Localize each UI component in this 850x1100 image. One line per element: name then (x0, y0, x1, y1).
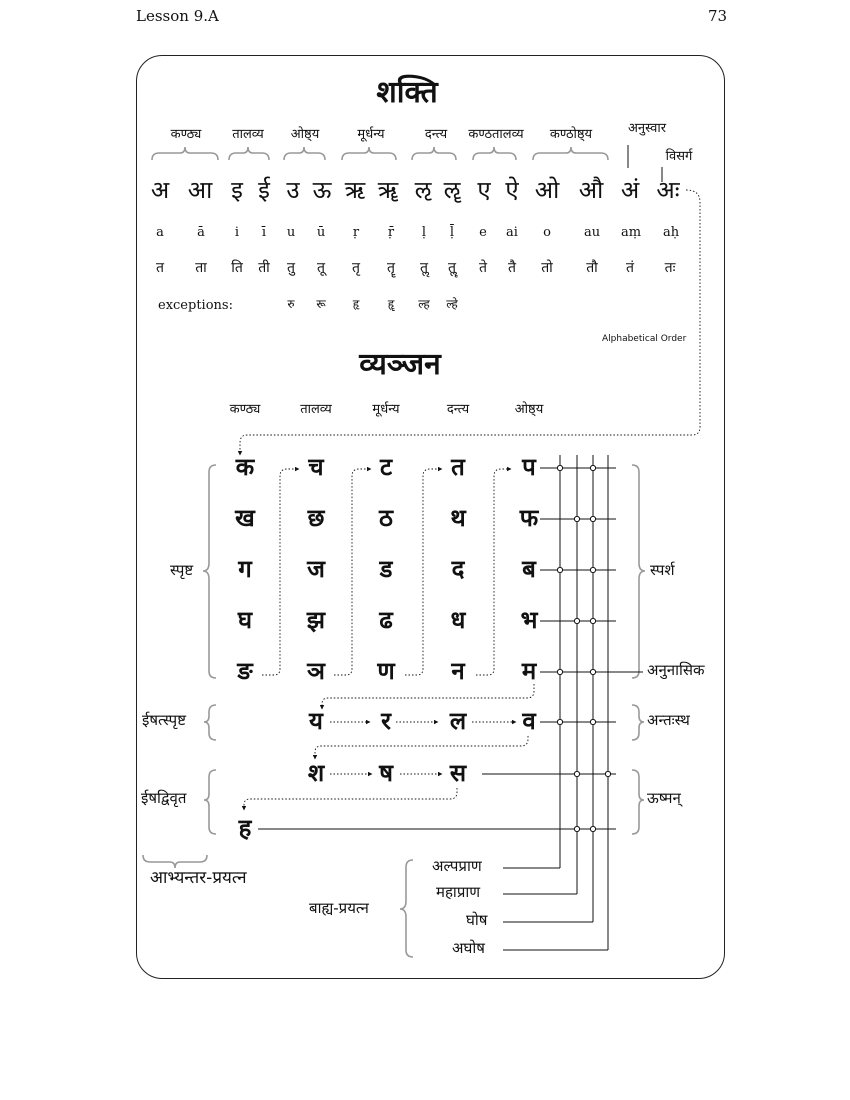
vowel-sign-example: त (156, 260, 164, 276)
consonant-column-label: दन्त्य (446, 402, 470, 417)
consonant: ञ (307, 657, 325, 685)
consonant: झ (306, 606, 326, 634)
vowel-letter: इ (231, 176, 243, 204)
vowel-letter: ऌ (414, 176, 432, 204)
sprshta-label: स्पृष्ट (170, 561, 194, 579)
external-effort-item: महाप्राण (436, 883, 481, 901)
vowel-group-label: तालव्य (232, 127, 264, 142)
vowel-sign-example: तै (508, 260, 516, 276)
vowel-letter: ऋ (344, 176, 366, 204)
vowel-letter: अं (620, 176, 640, 204)
vowel-latin: ḹ (449, 225, 455, 240)
exception-example: हृ (352, 297, 360, 311)
consonant: ध (450, 606, 466, 634)
vowel-latin: i (234, 225, 240, 240)
consonant: ब (522, 555, 536, 583)
internal-effort-label: आभ्यन्तर-प्रयत्न (150, 868, 247, 888)
consonant: भ (520, 606, 538, 634)
sparsha-label: स्पर्श (650, 561, 675, 579)
consonant: ण (377, 657, 395, 685)
consonant: ठ (379, 504, 393, 532)
vowel-latin: aḥ (662, 225, 680, 240)
consonant: द (451, 555, 465, 583)
vowel-letter: ऊ (312, 176, 332, 204)
consonant: ल (449, 707, 467, 735)
vowel-latin: ai (506, 225, 518, 240)
page-number: 73 (708, 7, 728, 25)
visarga-label: विसर्ग (665, 149, 693, 164)
external-effort-item: घोष (466, 911, 488, 929)
consonant: र (381, 707, 391, 735)
consonant: ढ (379, 606, 393, 634)
vowel-latin: a (156, 225, 164, 240)
vowel-latin: ā (197, 225, 205, 240)
consonant: श (307, 759, 325, 787)
vowel-letter: ॠ (377, 176, 399, 204)
external-effort-label: बाह्य-प्रयत्न (309, 899, 369, 917)
vowel-latin: ṛ (352, 225, 360, 240)
antahstha-label: अन्तःस्थ (647, 711, 690, 729)
consonant: ख (235, 504, 255, 532)
exception-example: ल्हे (446, 297, 458, 311)
consonant: स (449, 759, 467, 787)
vowel-latin: aṃ (620, 225, 642, 240)
anunasika-label: अनुनासिक (647, 661, 705, 679)
vowel-letter: ऐ (505, 176, 519, 204)
vowel-sign-example: तॢ (420, 260, 428, 276)
vowel-letter: ओ (534, 176, 560, 204)
vowel-latin: ī (261, 225, 267, 240)
consonant: घ (237, 606, 253, 634)
exception-example: ल्ह (418, 297, 430, 311)
vowel-letter: आ (187, 176, 213, 204)
external-effort-item: अल्पप्राण (432, 857, 482, 875)
vowel-sign-example: ति (231, 260, 243, 276)
vowel-latin: o (543, 225, 551, 240)
consonants-title: व्यञ्जन (359, 347, 441, 382)
consonant: च (308, 453, 324, 481)
vowel-latin: ḷ (421, 225, 427, 240)
vowel-group-label: दन्त्य (424, 127, 448, 142)
vowel-latin: u (286, 225, 296, 240)
vowel-latin: au (583, 225, 601, 240)
vowel-sign-example: तं (626, 260, 634, 276)
consonant: ग (238, 555, 252, 583)
vowel-group-label: कण्ठ्य (170, 127, 202, 142)
vowel-latin: ṝ (387, 225, 395, 240)
vowels-title: शक्ति (376, 75, 438, 110)
consonant-column-label: तालव्य (300, 402, 332, 417)
consonant: क (235, 453, 255, 481)
vowel-sign-example: तॣ (448, 260, 456, 276)
consonant-column-label: ओष्ठ्य (514, 402, 544, 417)
ushman-label: ऊष्मन् (647, 789, 681, 807)
vowel-latin: e (479, 225, 487, 240)
consonant: म (521, 657, 537, 685)
consonant-column-label: कण्ठ्य (229, 402, 261, 417)
consonant: य (309, 707, 323, 735)
vowel-group-label: कण्ठोष्ठ्य (549, 127, 593, 142)
exception-example: रु (287, 297, 295, 311)
consonant: ज (307, 555, 325, 583)
external-effort-item: अघोष (452, 939, 485, 957)
consonant: त (451, 453, 465, 481)
exception-example: रू (316, 297, 326, 311)
alphabetical-order-label: Alphabetical Order (602, 334, 687, 344)
vowel-group-label: मूर्धन्य (357, 127, 385, 142)
vowel-latin: ū (316, 225, 326, 240)
exception-example: हॄ (387, 297, 395, 311)
vowel-sign-example: तः (664, 260, 676, 276)
vowel-sign-example: तु (287, 260, 295, 276)
vowel-letter: अ (150, 176, 170, 204)
vowel-letter: औ (578, 176, 604, 204)
vowel-sign-example: तृ (352, 260, 360, 276)
ishad-vivrta-label: ईषद्विवृत (141, 789, 187, 807)
consonant: छ (307, 504, 325, 532)
consonant: ङ (237, 657, 253, 685)
vowel-sign-example: ता (195, 260, 207, 276)
vowel-sign-example: तॄ (387, 260, 395, 276)
vowel-sign-example: तू (317, 260, 325, 276)
vowel-sign-example: ते (479, 260, 487, 276)
vowel-letter: अः (656, 176, 680, 204)
vowel-group-label: कण्ठतालव्य (468, 127, 524, 142)
ishat-sprshta-label: ईषत्स्पृष्ट (142, 711, 186, 729)
anusvara-label: अनुस्वार (627, 121, 667, 136)
consonant-column-label: मूर्धन्य (372, 402, 400, 417)
lesson-title: Lesson 9.A (136, 7, 219, 25)
consonant: ट (379, 453, 393, 481)
consonant: ह (238, 814, 252, 842)
vowel-letter: ए (477, 176, 491, 204)
consonant: न (451, 657, 465, 685)
consonant: थ (450, 504, 466, 532)
exceptions-label: exceptions: (158, 298, 233, 313)
vowel-sign-example: तौ (586, 260, 598, 276)
vowel-letter: ॡ (443, 176, 461, 204)
vowel-letter: ई (258, 176, 270, 204)
vowel-sign-example: तो (541, 260, 553, 276)
vowel-letter: उ (286, 176, 300, 204)
consonant: व (522, 707, 536, 735)
consonant: प (522, 453, 536, 481)
vowel-sign-example: ती (258, 260, 270, 276)
consonant: फ (519, 504, 539, 532)
consonant: ष (379, 759, 393, 787)
vowel-group-label: ओष्ठ्य (290, 127, 320, 142)
consonant: ड (379, 555, 393, 583)
